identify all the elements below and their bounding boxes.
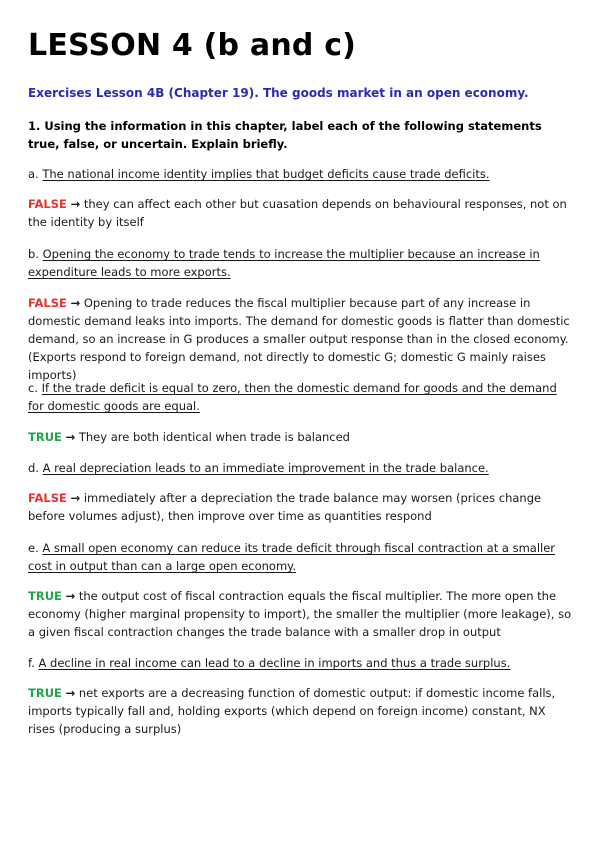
answer-a <box>28 195 576 231</box>
statement-b <box>28 245 576 281</box>
question-prompt: 1. Using the information in this chapter, label each of the following statements true, false, or uncertain. Explain briefly. <box>28 119 542 151</box>
answer-explanation: the output cost of fiscal contraction equals the fiscal multiplier. The more open the economy (higher marginal propensity to import), the smaller the multiplier (more leakage), so a given fiscal contraction changes the trade balance with a smaller drop in output <box>28 589 572 639</box>
verdict-badge: FALSE <box>28 296 67 310</box>
verdict-badge: TRUE <box>28 430 62 444</box>
arrow-icon: → <box>65 589 76 603</box>
statement-text: A small open economy can reduce its trade deficit through fiscal contraction at a smaller cost in output than can a large open economy. <box>28 541 556 573</box>
statement-prefix: d. <box>28 461 43 475</box>
answer-explanation: Opening to trade reduces the fiscal multiplier because part of any increase in domestic demand leaks into imports. The demand for domestic goods is flatter than domestic demand, so an increase in G produces a smaller output response than in the closed economy. (Exports respond to foreign demand, not directly to domestic G; domestic G mainly raises imports) <box>28 296 570 382</box>
exercise-subtitle: Exercises Lesson 4B (Chapter 19). The goods market in an open economy. <box>28 86 529 100</box>
verdict-badge: FALSE <box>28 491 67 505</box>
answer-e <box>28 587 576 641</box>
answer-b <box>28 294 576 384</box>
statement-c <box>28 379 576 415</box>
statement-prefix: c. <box>28 381 42 395</box>
statement-text: A decline in real income can lead to a decline in imports and thus a trade surplus. <box>38 656 511 670</box>
arrow-icon: → <box>65 430 76 444</box>
statement-f <box>28 654 576 672</box>
statement-prefix: b. <box>28 247 43 261</box>
arrow-icon: → <box>70 197 81 211</box>
verdict-badge: TRUE <box>28 589 62 603</box>
verdict-badge: TRUE <box>28 686 62 700</box>
arrow-icon: → <box>65 686 76 700</box>
statement-e <box>28 539 576 575</box>
statement-text: The national income identity implies that budget deficits cause trade deficits. <box>42 167 490 181</box>
statement-a <box>28 165 576 183</box>
answer-explanation: net exports are a decreasing function of domestic output: if domestic income falls, imports typically fall and, holding exports (which depend on foreign income) constant, NX rises (producing a surplus) <box>28 686 556 736</box>
answer-c <box>28 428 576 446</box>
answer-d <box>28 489 576 525</box>
statement-d <box>28 459 576 477</box>
answer-explanation: they can affect each other but cuasation depends on behavioural responses, not on the identity by itself <box>28 197 567 229</box>
answer-explanation: They are both identical when trade is balanced <box>78 430 350 444</box>
answer-explanation: immediately after a depreciation the trade balance may worsen (prices change before volumes adjust), then improve over time as quantities respond <box>28 491 542 523</box>
statement-prefix: e. <box>28 541 43 555</box>
answer-f <box>28 684 576 738</box>
arrow-icon: → <box>70 296 81 310</box>
statement-prefix: a. <box>28 167 43 181</box>
arrow-icon: → <box>70 491 81 505</box>
verdict-badge: FALSE <box>28 197 67 211</box>
statement-text: Opening the economy to trade tends to increase the multiplier because an increase in expenditure leads to more exports. <box>28 247 540 279</box>
statement-text: If the trade deficit is equal to zero, then the domestic demand for goods and the demand for domestic goods are equal. <box>28 381 557 413</box>
statement-text: A real depreciation leads to an immediate improvement in the trade balance. <box>42 461 489 475</box>
statement-prefix: f. <box>28 656 39 670</box>
page-title: LESSON 4 (b and c) <box>28 28 357 63</box>
